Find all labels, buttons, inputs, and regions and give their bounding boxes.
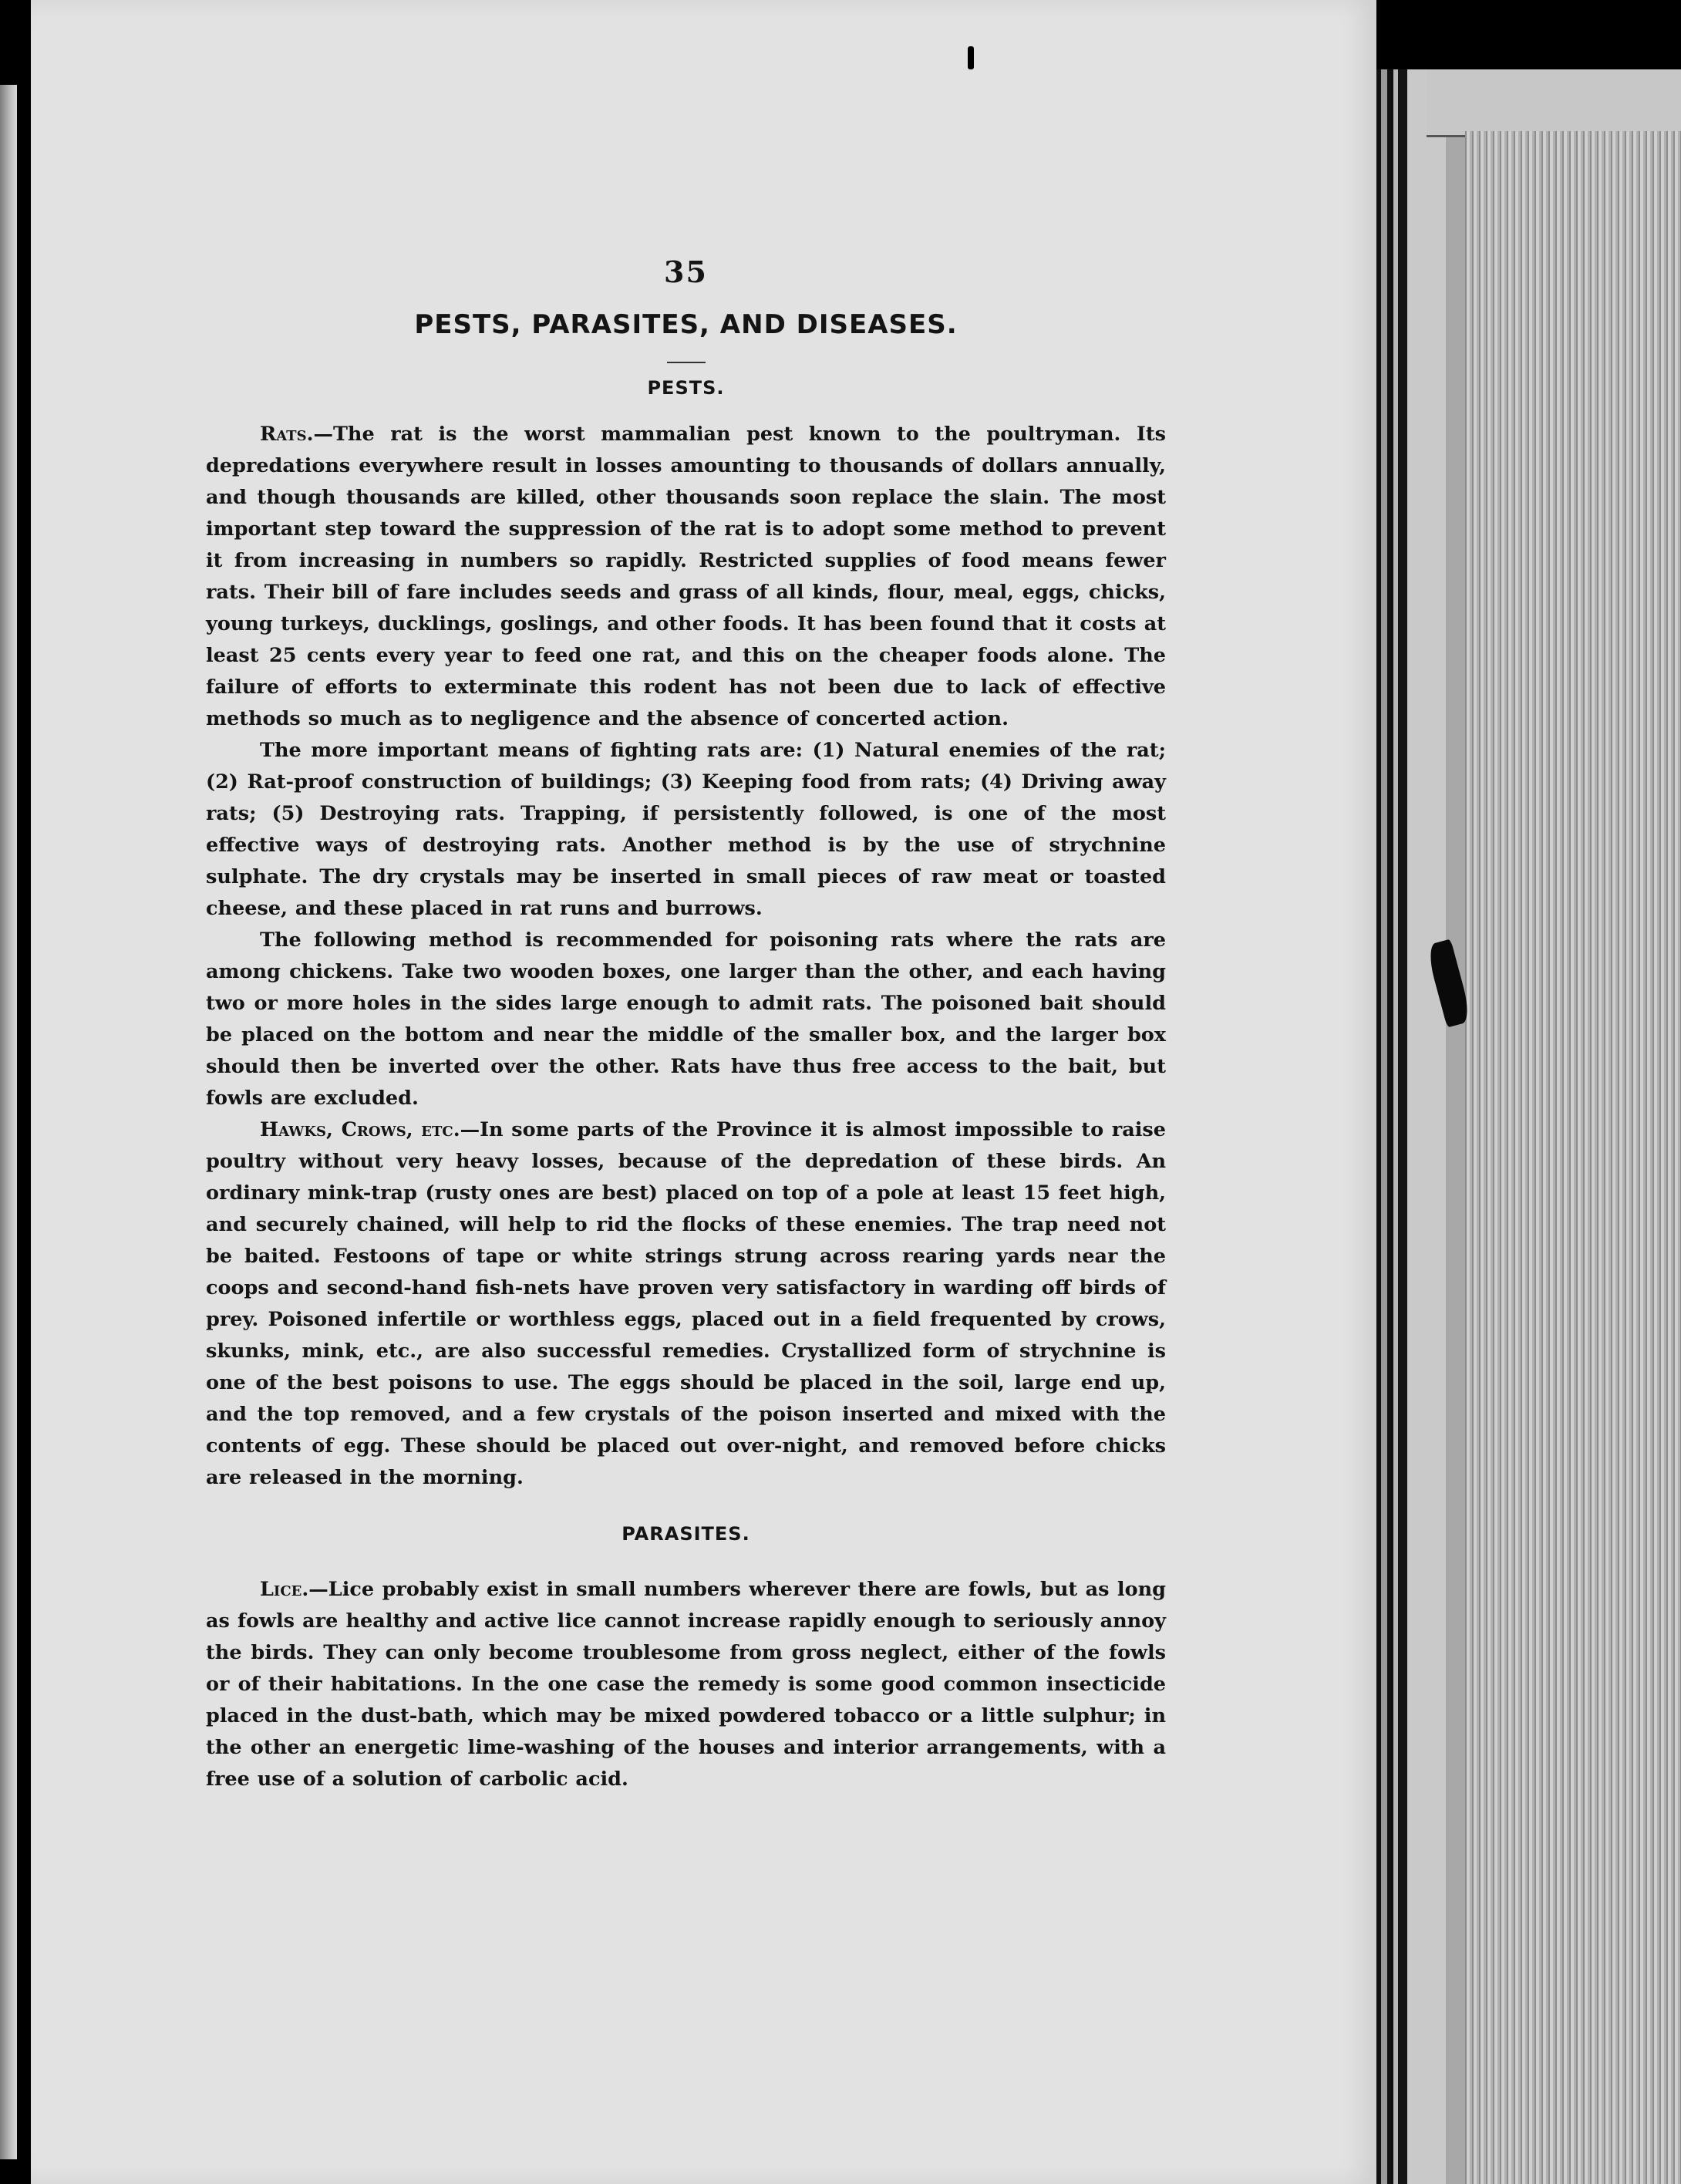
scan-artifact (968, 46, 974, 69)
paragraph-hawks-crows (206, 1114, 1166, 1494)
page-content (206, 254, 1166, 1795)
page-stack-top (1427, 69, 1681, 137)
page-stack-edge (1465, 131, 1681, 2184)
paragraph-text: —The rat is the worst mammalian pest known to the poultryman. Its depredations everywhere result in losses amounting to thousands of dollars annually, and though thousands are killed, other thousands soon replace the slain. The most important step toward the suppression of the rat is to adopt some method to prevent it from increasing in numbers so rapidly. Restricted supplies of food means fewer rats. Their bill of fare includes seeds and grass of all kinds, flour, meal, eggs, chicks, young turkeys, ducklings, goslings, and other foods. It has been found that it costs at least 25 cents every year to feed one rat, and this on the cheaper foods alone. The failure of efforts to exterminate this rodent has not been due to lack of effective methods so much as to negligence and the absence of concerted action. (206, 423, 1166, 730)
paragraph-text: The following method is recommended for poisoning rats where the rats are among chickens. Take two wooden boxes, one larger than the other, and each having two or more holes in the sides large enough to admit rats. The poisoned bait should be placed on the bottom and near the middle of the smaller box, and the larger box should then be inverted over the other. Rats have thus free access to the bait, but fowls are excluded. (206, 929, 1166, 1110)
paragraph-fighting-rats (206, 735, 1166, 925)
paragraph-lead: Hawks, Crows, etc. (260, 1118, 460, 1141)
paragraph-lice (206, 1574, 1166, 1795)
paragraph-poisoning-rats (206, 925, 1166, 1114)
section-heading-parasites: PARASITES. (622, 1523, 750, 1545)
paragraph-lead: Rats. (260, 423, 314, 446)
page-title: PESTS, PARASITES, AND DISEASES. (414, 309, 958, 340)
page-number: 35 (664, 254, 708, 289)
left-page-edge (0, 85, 17, 2159)
paragraph-text: —In some parts of the Province it is almost impossible to raise poultry without very heavy losses, because of the depredation of these birds. An ordinary mink-trap (rusty ones are best) placed on top of a pole at least 15 feet high, and securely chained, will help to rid the flocks of these enemies. The trap need not be baited. Festoons of tape or white strings strung across rearing yards near the coops and second-hand fish-nets have proven very satisfactory in warding off birds of prey. Poisoned infertile or worthless eggs, placed out in a field frequented by crows, skunks, mink, etc., are also successful remedies. Crystallized form of strychnine is one of the best poisons to use. The eggs should be placed in the soil, large end up, and the top removed, and a few crystals of the poison inserted and mixed with the contents of egg. These should be placed out over-night, and removed before chicks are released in the morning. (206, 1118, 1166, 1489)
paragraph-text: —Lice probably exist in small numbers wherever there are fowls, but as long as fowls are healthy and active lice cannot increase rapidly enough to seriously annoy the birds. They can only become troublesome from gross neglect, either of the fowls or of their habitations. In the one case the remedy is some good common insecticide placed in the dust-bath, which may be mixed powdered tobacco or a little sulphur; in the other an energetic lime-washing of the houses and interior arrangements, with a free use of a solution of carbolic acid. (206, 1578, 1166, 1791)
paragraph-rats (206, 419, 1166, 735)
paragraph-text: The more important means of fighting rats are: (1) Natural enemies of the rat; (2) Rat-proof construction of buildings; (3) Keeping food from rats; (4) Driving away rats; (5) Destroying rats. Trapping, if persistently followed, is one of the most effective ways of destroying rats. Another method is by the use of strychnine sulphate. The dry crystals may be inserted in small pieces of raw meat or toasted cheese, and these placed in rat runs and burrows. (206, 739, 1166, 920)
paragraph-lead: Lice. (260, 1578, 309, 1601)
title-divider (667, 362, 706, 363)
book-spine-edge (1376, 69, 1465, 2184)
section-heading-pests: PESTS. (647, 377, 725, 399)
